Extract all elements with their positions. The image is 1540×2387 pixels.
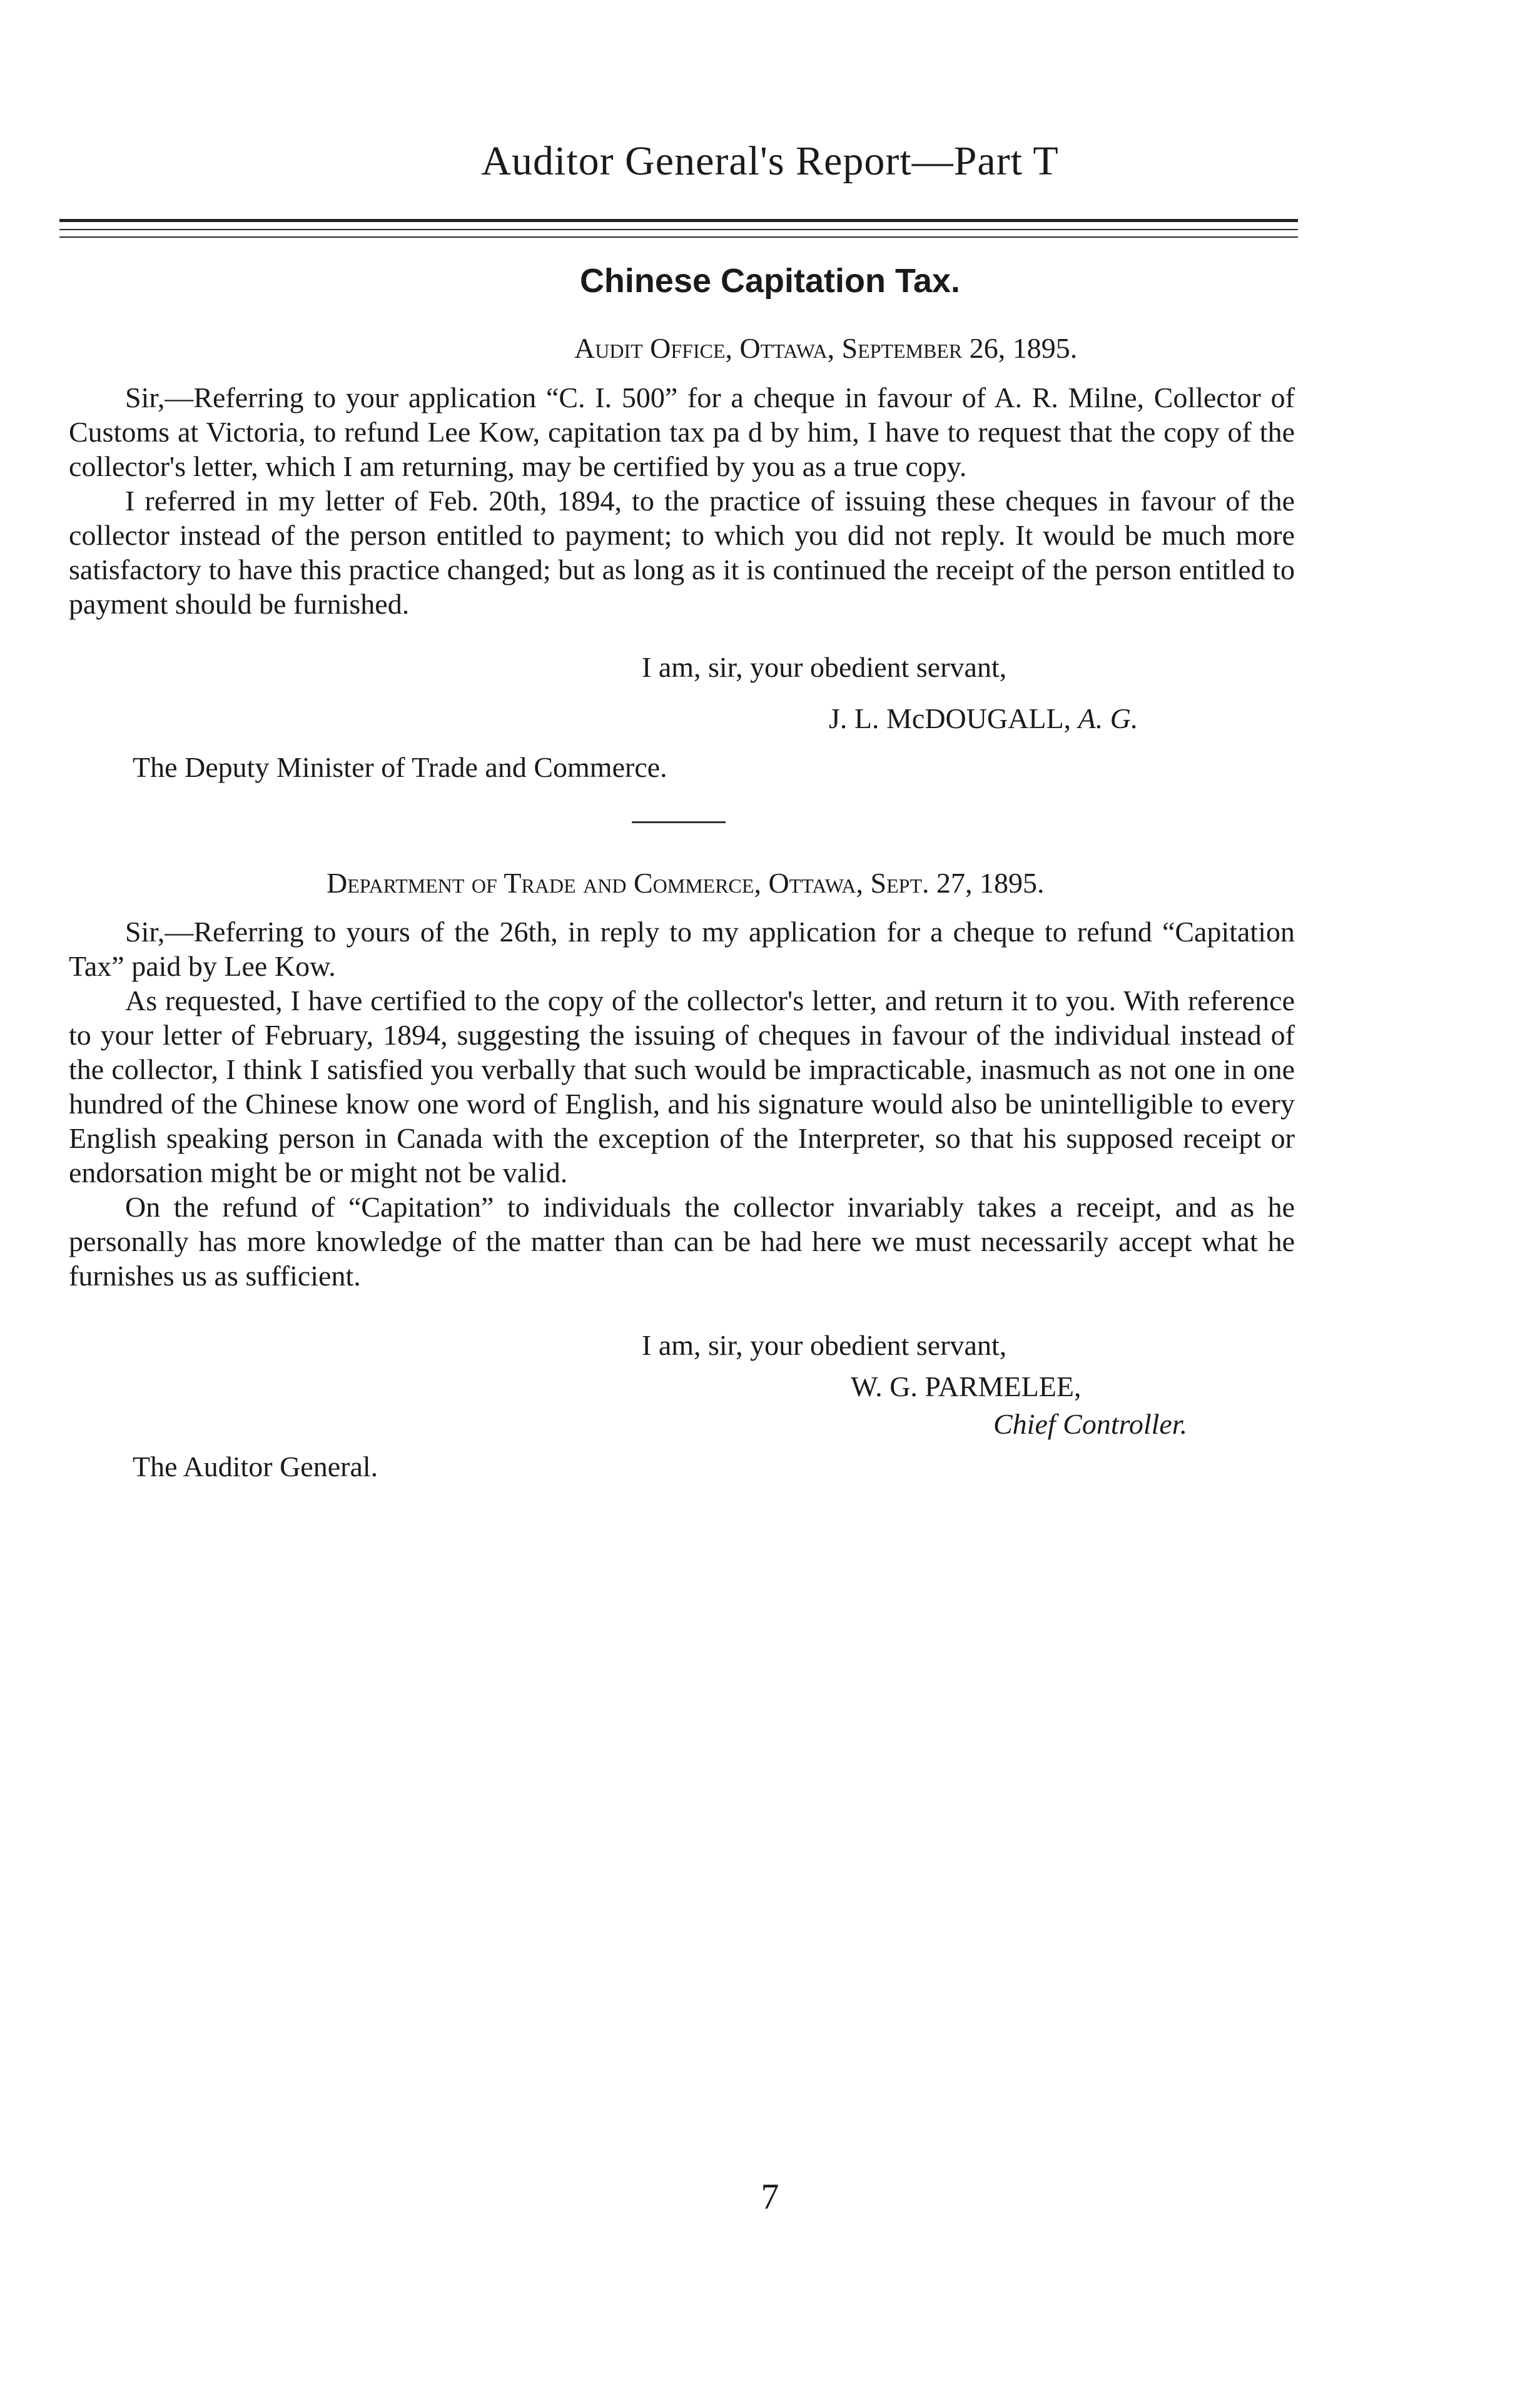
letter1-addressee: The Deputy Minister of Trade and Commerce. bbox=[133, 751, 667, 783]
page-number: 7 bbox=[761, 2176, 779, 2217]
letter1-signature-title: A. G. bbox=[1078, 702, 1138, 734]
letter2-signature-name: W. G. PARMELEE, bbox=[851, 1371, 1082, 1402]
letter2-paragraph: On the refund of “Capitation” to individuals the collector invariably takes a receipt, and as he personally has more knowledge of the matter than can be had here we must necessarily accept what he furnishes us as sufficient. bbox=[69, 1191, 1295, 1292]
header-rule-thin-lower bbox=[59, 236, 1298, 238]
letter1-paragraph: I referred in my letter of Feb. 20th, 1894, to the practice of issuing these cheques in favour of the collector instead of the person entitled to payment; to which you did not reply. It would be much more satisfactory to have this practice changed; but as long as it is continued the receipt of the person entitled to payment should be furnished. bbox=[69, 485, 1295, 620]
letter2-addressee: The Auditor General. bbox=[133, 1451, 378, 1482]
letter2-closing: I am, sir, your obedient servant, bbox=[642, 1329, 1007, 1361]
letter2-dateline: Department of Trade and Commerce, Ottawa, Sept. 27, 1895. bbox=[327, 867, 1045, 899]
letter2-signature-title: Chief Controller. bbox=[993, 1408, 1188, 1440]
letter1-dateline: Audit Office, Ottawa, September 26, 1895. bbox=[574, 332, 1078, 364]
letter1-body bbox=[69, 380, 1295, 621]
letter2-body bbox=[69, 915, 1295, 1293]
header-rule-thick bbox=[59, 219, 1298, 222]
letter1-closing: I am, sir, your obedient servant, bbox=[642, 651, 1007, 683]
letter1-signature bbox=[829, 702, 1138, 735]
letter1-signature-name: J. L. McDOUGALL, bbox=[829, 702, 1071, 734]
running-head: Auditor General's Report—Part T bbox=[481, 138, 1059, 184]
letter-divider bbox=[632, 821, 726, 823]
header-rule-thin bbox=[59, 229, 1298, 230]
letter1-paragraph: Sir,—Referring to your application “C. I. 500” for a cheque in favour of A. R. Milne, Collector of Customs at Victoria, to refund Lee Kow, capitation tax pa d by him, I have to request that the copy of the collector's letter, which I am returning, may be certified by you as a true copy. bbox=[69, 382, 1295, 482]
section-title: Chinese Capitation Tax. bbox=[579, 262, 961, 300]
letter2-paragraph: Sir,—Referring to yours of the 26th, in reply to my application for a cheque to refund “Capitation Tax” paid by Lee Kow. bbox=[69, 916, 1295, 982]
letter2-paragraph: As requested, I have certified to the copy of the collector's letter, and return it to you. With reference to your letter of February, 1894, suggesting the issuing of cheques in favour of the individual instead of the collector, I think I satisfied you verbally that such would be impracticable, inasmuch as not one in one hundred of the Chinese know one word of English, and his signature would also be unintelligible to every English speaking person in Canada with the exception of the Interpreter, so that his supposed receipt or endorsation might be or might not be valid. bbox=[69, 985, 1295, 1188]
